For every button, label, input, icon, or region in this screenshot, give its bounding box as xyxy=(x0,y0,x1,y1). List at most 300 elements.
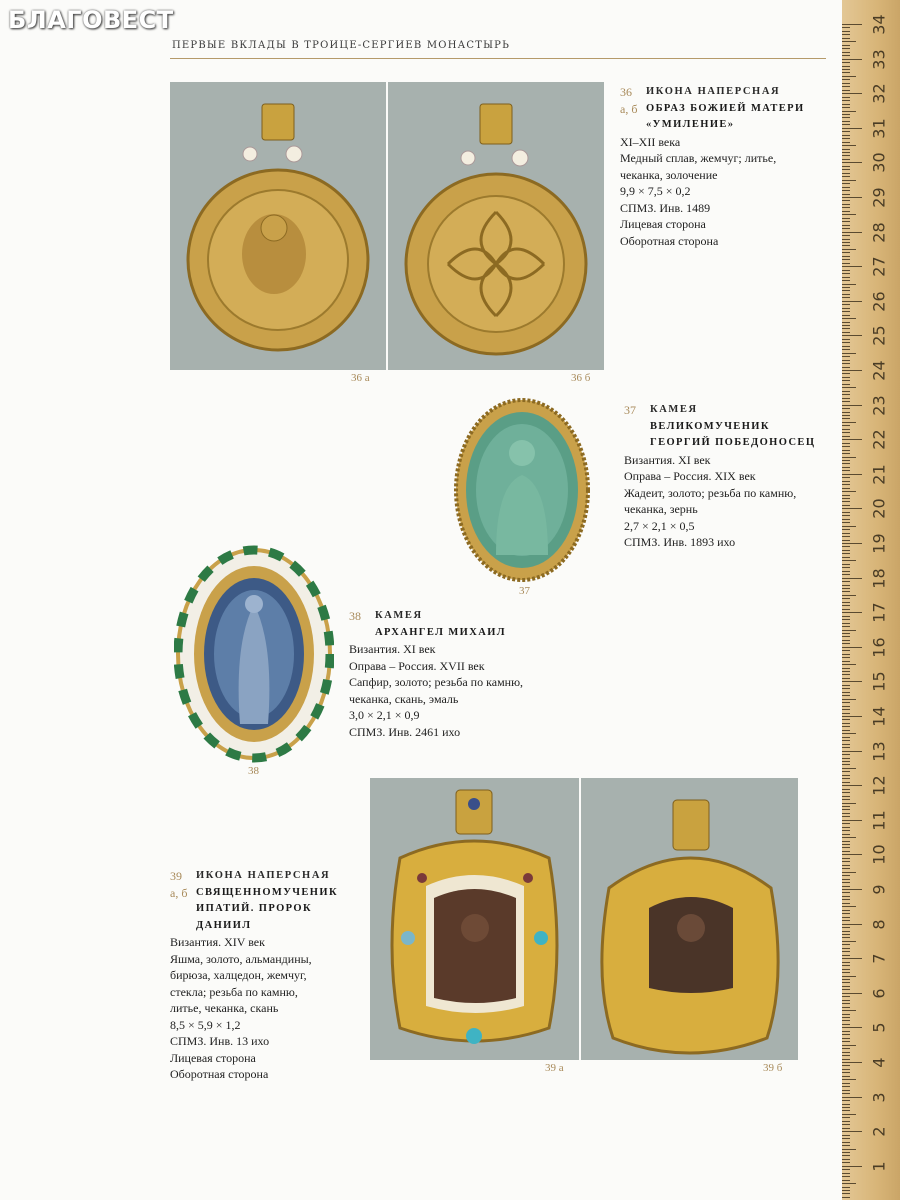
ruler-label: 18 xyxy=(869,567,889,589)
ruler-tick xyxy=(842,1034,850,1035)
line: чеканка, зернь xyxy=(624,502,698,516)
ruler-tick xyxy=(842,328,850,329)
ruler-tick xyxy=(842,463,850,464)
ruler-tick xyxy=(842,1176,850,1177)
ruler-tick xyxy=(842,1052,850,1053)
line: Медный сплав, жемчуг; литье, xyxy=(620,151,777,165)
ruler-tick xyxy=(842,131,850,132)
ruler-tick xyxy=(842,1124,850,1125)
ruler-tick xyxy=(842,1055,850,1056)
ruler-tick xyxy=(842,1038,850,1039)
ruler-tick xyxy=(842,349,850,350)
ruler-tick xyxy=(842,657,850,658)
ruler-tick xyxy=(842,685,850,686)
ruler-tick xyxy=(842,906,856,907)
ruler-tick xyxy=(842,429,850,430)
ruler-tick xyxy=(842,79,850,80)
ruler-label: 20 xyxy=(869,498,889,520)
ruler-tick xyxy=(842,62,850,63)
ruler-tick xyxy=(842,325,850,326)
ruler-tick xyxy=(842,553,850,554)
ruler-tick xyxy=(842,1155,850,1156)
line: Оправа – Россия. XIX век xyxy=(624,469,756,483)
ruler-tick xyxy=(842,896,850,897)
ruler-tick xyxy=(842,124,850,125)
ruler-label: 32 xyxy=(869,83,889,104)
ruler-tick xyxy=(842,671,850,672)
ruler-label: 33 xyxy=(869,48,889,70)
ruler-label: 27 xyxy=(869,256,889,277)
ruler-tick xyxy=(842,1000,850,1001)
ruler-tick xyxy=(842,989,850,990)
ruler-tick xyxy=(842,1041,850,1042)
entry-37 xyxy=(624,402,834,551)
ruler-tick xyxy=(842,619,850,620)
ruler-tick xyxy=(842,519,850,520)
ruler-tick xyxy=(842,1128,850,1129)
entry-sub: а, б xyxy=(620,101,638,116)
line: Оборотная сторона xyxy=(620,233,719,248)
ruler-tick xyxy=(842,512,850,513)
ruler-tick xyxy=(842,533,850,534)
ruler-tick xyxy=(842,187,850,188)
ruler-tick xyxy=(842,899,850,900)
ruler-tick xyxy=(842,713,850,714)
ruler-tick xyxy=(842,363,850,364)
ruler-tick xyxy=(842,27,850,28)
ruler-tick xyxy=(842,491,856,492)
object-title: АРХАНГЕЛ МИХАИЛ xyxy=(375,626,506,638)
ruler-label: 14 xyxy=(869,706,889,727)
line: 9,9 × 7,5 × 0,2 xyxy=(620,184,691,198)
ruler-tick xyxy=(842,235,850,236)
ruler-tick xyxy=(842,692,850,693)
ruler-tick xyxy=(842,567,850,568)
ruler-tick xyxy=(842,858,850,859)
ruler-tick xyxy=(842,674,850,675)
ruler-tick xyxy=(842,1121,850,1122)
ruler-tick xyxy=(842,318,856,319)
ruler-tick xyxy=(842,290,850,291)
measuring-ruler xyxy=(842,0,900,1200)
ruler-tick xyxy=(842,377,850,378)
ruler-tick xyxy=(842,1138,850,1139)
ruler-tick xyxy=(842,965,850,966)
ruler-tick xyxy=(842,616,850,617)
ruler-tick xyxy=(842,917,850,918)
ruler-tick xyxy=(842,86,850,87)
line: Византия. XIV век xyxy=(170,935,265,949)
figure-label-38: 38 xyxy=(248,765,259,777)
ruler-tick xyxy=(842,1076,850,1077)
object-type: ИКОНА НАПЕРСНАЯ xyxy=(196,870,331,881)
ruler-tick xyxy=(842,799,850,800)
ruler-tick xyxy=(842,183,850,184)
ruler-tick xyxy=(842,342,850,343)
ruler-label: 26 xyxy=(869,291,889,312)
ruler-tick xyxy=(842,1045,856,1046)
ruler-tick xyxy=(842,76,856,77)
ruler-tick xyxy=(842,861,850,862)
photo-39a xyxy=(370,778,579,1060)
ruler-tick xyxy=(842,197,862,198)
ruler-tick xyxy=(842,913,850,914)
ruler-tick xyxy=(842,733,856,734)
ruler-tick xyxy=(842,245,850,246)
ruler-tick xyxy=(842,726,850,727)
line: СПМЗ. Инв. 13 ихо xyxy=(170,1034,270,1048)
ruler-tick xyxy=(842,1162,850,1163)
ruler-tick xyxy=(842,1003,850,1004)
ruler-tick xyxy=(842,467,850,468)
ruler-tick xyxy=(842,706,850,707)
ruler-tick xyxy=(842,69,850,70)
line: Оправа – Россия. XVII век xyxy=(349,658,485,673)
ruler-tick xyxy=(842,823,850,824)
ruler-tick xyxy=(842,284,856,285)
ruler-label: 9 xyxy=(869,884,889,895)
ruler-tick xyxy=(842,346,850,347)
ruler-tick xyxy=(842,751,862,752)
ruler-tick xyxy=(842,591,850,592)
ruler-label: 11 xyxy=(869,810,889,831)
ruler-label: 8 xyxy=(869,919,889,930)
ruler-tick xyxy=(842,398,850,399)
ruler-tick xyxy=(842,643,850,644)
ruler-tick xyxy=(842,709,850,710)
ruler-tick xyxy=(842,111,856,112)
ruler-tick xyxy=(842,408,850,409)
ruler-tick xyxy=(842,436,850,437)
ruler-tick xyxy=(842,367,850,368)
ruler-tick xyxy=(842,501,850,502)
ruler-tick xyxy=(842,841,850,842)
ruler-tick xyxy=(842,121,850,122)
ruler-tick xyxy=(842,114,850,115)
ruler-tick xyxy=(842,453,850,454)
ruler-tick xyxy=(842,958,862,959)
ruler-tick xyxy=(842,1010,856,1011)
ruler-tick xyxy=(842,578,862,579)
line: 8,5 × 5,9 × 1,2 xyxy=(170,1017,241,1032)
ruler-tick xyxy=(842,380,850,381)
line: СПМЗ. Инв. 1893 ихо xyxy=(624,535,736,549)
ruler-tick xyxy=(842,598,850,599)
ruler-tick xyxy=(842,647,862,648)
ruler-tick xyxy=(842,588,850,589)
ruler-tick xyxy=(842,540,850,541)
ruler-tick xyxy=(842,169,850,170)
ruler-tick xyxy=(842,976,856,977)
ruler-tick xyxy=(842,439,862,440)
ruler-tick xyxy=(842,626,850,627)
ruler-tick xyxy=(842,263,850,264)
entry-number: 39 xyxy=(170,869,182,883)
ruler-tick xyxy=(842,266,862,267)
ruler-tick xyxy=(842,484,850,485)
ruler-tick xyxy=(842,1020,850,1021)
ruler-tick xyxy=(842,809,850,810)
ruler-tick xyxy=(842,1027,862,1028)
ruler-tick xyxy=(842,927,850,928)
ruler-tick xyxy=(842,1180,850,1181)
ruler-tick xyxy=(842,135,850,136)
ruler-label: 21 xyxy=(869,464,889,485)
ruler-tick xyxy=(842,311,850,312)
ruler-tick xyxy=(842,1193,850,1194)
ruler-tick xyxy=(842,200,850,201)
ruler-tick xyxy=(842,48,850,49)
ruler-label: 23 xyxy=(869,394,889,416)
figure-label-36a: 36 а xyxy=(351,372,370,384)
ruler-tick xyxy=(842,360,850,361)
ruler-tick xyxy=(842,747,850,748)
ruler-tick xyxy=(842,356,850,357)
ruler-tick xyxy=(842,41,856,42)
ruler-tick xyxy=(842,173,850,174)
ruler-tick xyxy=(842,668,850,669)
ruler-tick xyxy=(842,256,850,257)
ruler-tick xyxy=(842,52,850,53)
ruler-tick xyxy=(842,225,850,226)
ruler-tick xyxy=(842,892,850,893)
ruler-tick xyxy=(842,789,850,790)
ruler-label: 16 xyxy=(869,637,889,658)
ruler-tick xyxy=(842,166,850,167)
entry-sub: а, б xyxy=(170,885,188,900)
ruler-tick xyxy=(842,982,850,983)
ruler-tick xyxy=(842,239,850,240)
ruler-tick xyxy=(842,969,850,970)
ruler-tick xyxy=(842,97,850,98)
ruler-tick xyxy=(842,394,850,395)
ruler-tick xyxy=(842,816,850,817)
ruler-tick xyxy=(842,214,856,215)
ruler-tick xyxy=(842,481,850,482)
ruler-tick xyxy=(842,941,856,942)
ruler-tick xyxy=(842,457,856,458)
ruler-tick xyxy=(842,820,862,821)
photo-36a xyxy=(170,82,386,370)
ruler-tick xyxy=(842,633,850,634)
ruler-tick xyxy=(842,1173,850,1174)
ruler-tick xyxy=(842,778,850,779)
ruler-tick xyxy=(842,155,850,156)
ruler-tick xyxy=(842,207,850,208)
ruler-label: 31 xyxy=(869,118,889,139)
figure-label-37: 37 xyxy=(519,585,530,597)
ruler-tick xyxy=(842,585,850,586)
ruler-tick xyxy=(842,252,850,253)
ruler-tick xyxy=(842,837,856,838)
entry-36 xyxy=(620,84,830,249)
ruler-tick xyxy=(842,948,850,949)
ruler-tick xyxy=(842,986,850,987)
ruler-tick xyxy=(842,678,850,679)
ruler-tick xyxy=(842,996,850,997)
ruler-tick xyxy=(842,162,862,163)
figure-label-36b: 36 б xyxy=(571,372,591,384)
line: СПМЗ. Инв. 2461 ихо xyxy=(349,724,461,739)
ruler-tick xyxy=(842,384,850,385)
ruler-tick xyxy=(842,470,850,471)
ruler-tick xyxy=(842,294,850,295)
ruler-tick xyxy=(842,415,850,416)
ruler-tick xyxy=(842,1135,850,1136)
line: Византия. XI век xyxy=(349,642,436,656)
line: XI–XII века xyxy=(620,134,681,149)
ruler-tick xyxy=(842,664,856,665)
ruler-tick xyxy=(842,522,850,523)
object-title: СВЯЩЕННОМУЧЕНИК xyxy=(196,886,338,898)
object-title: ВЕЛИКОМУЧЕНИК xyxy=(650,420,770,432)
ruler-tick xyxy=(842,335,862,336)
line: 2,7 × 2,1 × 0,5 xyxy=(624,518,695,533)
ruler-tick xyxy=(842,495,850,496)
ruler-tick xyxy=(842,785,862,786)
ruler-tick xyxy=(842,546,850,547)
header-rule xyxy=(170,58,826,59)
ruler-tick xyxy=(842,1110,850,1111)
ruler-tick xyxy=(842,955,850,956)
ruler-tick xyxy=(842,1166,862,1167)
ruler-tick xyxy=(842,775,850,776)
ruler-tick xyxy=(842,273,850,274)
ruler-tick xyxy=(842,322,850,323)
ruler-label: 28 xyxy=(869,221,889,243)
photo-36b xyxy=(388,82,604,370)
ruler-tick xyxy=(842,1114,856,1115)
ruler-tick xyxy=(842,34,850,35)
ruler-tick xyxy=(842,886,850,887)
ruler-tick xyxy=(842,259,850,260)
ruler-tick xyxy=(842,768,856,769)
ruler-tick xyxy=(842,702,850,703)
ruler-tick xyxy=(842,730,850,731)
ruler-tick xyxy=(842,543,862,544)
ruler-tick xyxy=(842,508,862,509)
ruler-tick xyxy=(842,142,850,143)
ruler-label: 19 xyxy=(869,533,889,554)
ruler-tick xyxy=(842,602,850,603)
ruler-tick xyxy=(842,1072,850,1073)
entry-number: 37 xyxy=(624,403,636,417)
ruler-tick xyxy=(842,661,850,662)
ruler-tick xyxy=(842,1069,850,1070)
line: бирюза, халцедон, жемчуг, xyxy=(170,968,307,982)
ruler-tick xyxy=(842,806,850,807)
ruler-tick xyxy=(842,425,850,426)
ruler-tick xyxy=(842,1083,850,1084)
line: Яшма, золото, альмандины, xyxy=(170,951,312,966)
ruler-label: 4 xyxy=(869,1057,889,1068)
ruler-tick xyxy=(842,719,850,720)
ruler-tick xyxy=(842,1197,850,1198)
ruler-tick xyxy=(842,536,850,537)
ruler-tick xyxy=(842,654,850,655)
ruler-tick xyxy=(842,1145,850,1146)
ruler-tick xyxy=(842,405,862,406)
object-title-cont: ИПАТИЙ. ПРОРОК ДАНИИЛ xyxy=(196,903,313,931)
ruler-tick xyxy=(842,72,850,73)
ruler-tick xyxy=(842,681,862,682)
ruler-tick xyxy=(842,574,850,575)
ruler-tick xyxy=(842,31,850,32)
ruler-tick xyxy=(842,145,856,146)
ruler-tick xyxy=(842,740,850,741)
ruler-tick xyxy=(842,1117,850,1118)
ruler-tick xyxy=(842,754,850,755)
ruler-tick xyxy=(842,1017,850,1018)
ruler-tick xyxy=(842,308,850,309)
ruler-tick xyxy=(842,117,850,118)
ruler-tick xyxy=(842,1190,850,1191)
ruler-label: 15 xyxy=(869,671,889,693)
ruler-tick xyxy=(842,339,850,340)
ruler-tick xyxy=(842,1090,850,1091)
ruler-label: 34 xyxy=(869,14,889,35)
ruler-tick xyxy=(842,211,850,212)
ruler-label: 25 xyxy=(869,325,889,347)
ruler-tick xyxy=(842,605,850,606)
figure-label-39a: 39 а xyxy=(545,1062,564,1074)
line: 3,0 × 2,1 × 0,9 xyxy=(349,708,420,722)
line: Византия. XI век xyxy=(624,452,711,467)
photo-38 xyxy=(174,544,334,764)
ruler-tick xyxy=(842,650,850,651)
ruler-tick xyxy=(842,564,850,565)
ruler-tick xyxy=(842,924,862,925)
ruler-tick xyxy=(842,474,862,475)
ruler-tick xyxy=(842,159,850,160)
ruler-tick xyxy=(842,107,850,108)
object-type: ИКОНА НАПЕРСНАЯ xyxy=(646,86,781,97)
ruler-tick xyxy=(842,827,850,828)
ruler-tick xyxy=(842,422,856,423)
ruler-tick xyxy=(842,640,850,641)
ruler-tick xyxy=(842,723,850,724)
ruler-tick xyxy=(842,401,850,402)
ruler-tick xyxy=(842,280,850,281)
ruler-tick xyxy=(842,446,850,447)
ruler-tick xyxy=(842,1062,862,1063)
ruler-tick xyxy=(842,688,850,689)
ruler-tick xyxy=(842,66,850,67)
ruler-tick xyxy=(842,813,850,814)
ruler-tick xyxy=(842,560,856,561)
ruler-label: 1 xyxy=(869,1161,889,1172)
ruler-tick xyxy=(842,55,850,56)
ruler-tick xyxy=(842,526,856,527)
ruler-tick xyxy=(842,636,850,637)
ruler-tick xyxy=(842,83,850,84)
watermark: БЛАГОВЕСТ xyxy=(8,6,174,34)
ruler-tick xyxy=(842,443,850,444)
ruler-tick xyxy=(842,931,850,932)
ruler-tick xyxy=(842,1007,850,1008)
ruler-tick xyxy=(842,460,850,461)
ruler-tick xyxy=(842,391,850,392)
ruler-tick xyxy=(842,301,862,302)
ruler-tick xyxy=(842,180,856,181)
ruler-tick xyxy=(842,847,850,848)
ruler-label: 12 xyxy=(869,775,889,796)
ruler-tick xyxy=(842,373,850,374)
object-title: ОБРАЗ БОЖИЕЙ МАТЕРИ xyxy=(646,102,805,114)
ruler-tick xyxy=(842,1048,850,1049)
ruler-tick xyxy=(842,332,850,333)
ruler-tick xyxy=(842,716,862,717)
